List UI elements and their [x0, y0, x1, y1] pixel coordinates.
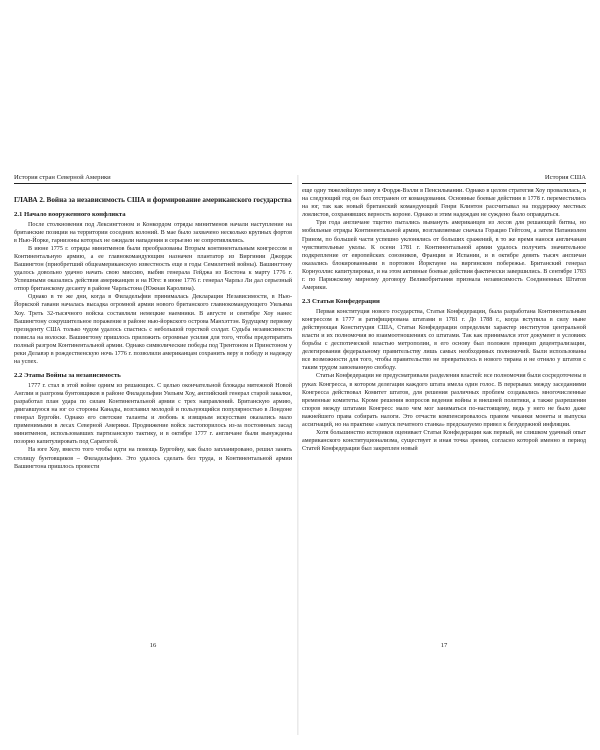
- paragraph: 1777 г. стал в этой войне одним из решающих. С целью окончательной блокады мятежной Новой Англии и разгрома бунтовщиков в районе Филадельфии Уильям Хоу, английский генерал старой закалки, разработал план удара по силам Континентальной армии с трех направлений. Британскую армию, двигавшуюся на юг со стороны Канады, возглавил молодой и пользующийся популярностью в Лондоне генерал Бургойн. Однако его светские таланты и любовь к изящным искусствам оказались мало применимыми в лесах Северной Америки. Продвижение войск застопорилось из-за постоянных засад минитменов, использовавших партизанскую тактику, и в октябре 1777 г. англичане были вынуждены позорно капитулировать под Саратогой.: [14, 382, 292, 446]
- book-gutter: [297, 175, 299, 735]
- section-heading-2-3: 2.3 Статьи Конфедерации: [302, 298, 380, 306]
- paragraph: Однако в те же дни, когда в Филадельфии принималась Декларация Независимости, в Нью-Йоркской гавани началась высадка огромной армии нового британского главнокомандующего Уильяма Хоу. Треть 32-тысячного войска составляли немецкие наемники. В августе и сентябре Хоу нанес Вашингтону сокрушительное поражение в районе нью-йоркского острова Манхэттэн. Будущему первому президенту США только чудом удалось спастись с небольшой горсткой солдат. Судьба независимости повисла на волоске. Вашингтону пришлось приложить огромные усилия для того, чтобы предотвратить полный разгром Континентальной армии. Однако символические победы под Трентоном и Принстоном у реки Делавэр в рождественскую ночь 1776 г. позволили американцам сохранить веру в победу и надежду на успех.: [14, 294, 292, 366]
- right-page-body: [302, 187, 586, 453]
- paragraph: Первая конституция нового государства, Статьи Конфедерации, была разработана Континентальным конгрессом в 1777 и ратифицирована штатами в 1781 г. До 1788 г., когда вступила в силу ныне действующая Конституция США, Статьи Конфедерации определяли характер институтов центральной власти и их полномочия во взаимоотношениях со штатами. Так как принимался этот документ в условиях борьбы с деспотической властью метрополии, в его основу был положен принцип децентрализации, делегирования федеральному правительству лишь самых необходимых полномочий. Были использованы все возможности для того, чтобы правительство не превратилось в нового тирана и не отняло у штатов с таким трудом завоеванную свободу.: [302, 308, 586, 372]
- page-number-right: 17: [440, 642, 448, 649]
- running-head-right: История США: [302, 174, 586, 184]
- running-head-left: История стран Северной Америки: [14, 174, 292, 184]
- paragraph: Статьи Конфедерации не предусматривали разделения властей: все полномочия были сосредоточены в руках Конгресса, в котором делегация каждого штата имела один голос. В перерывах между заседаниями Конгресса действовал Комитет штатов, для решения различных проблем создавались многочисленные временные комитеты. Кроме решения вопросов ведения войны и внешней политики, а также разрешения споров между штатами Конгресс мало чем мог заниматься по-настоящему, ведь у него не было даже важнейшего права собирать налоги. Это отчасти компенсировалось правом чеканки монеты и выпуска ассигнаций, но на практике «запуск печатного станка» предсказуемо привел к безудержной инфляции.: [302, 373, 586, 429]
- paragraph: На юге Хоу, вместо того чтобы идти на помощь Бургойну, как было запланировано, решил занять столицу бунтовщиков – Филадельфию. Это удалось сделать без труда, и Континентальной армии Вашингтона пришлось провести: [14, 447, 292, 470]
- paragraph: После столкновения под Лексингтоном и Конкордом отряды минитменов начали наступление на британские позиции на территории соседних колоний. В мае было захвачено несколько крупных фортов в Нью-Йорке, гарнизоны которых не ожидали нападения и серьезно не сопротивлялись.: [14, 221, 292, 244]
- section-heading-2-2: 2.2 Этапы Войны за независимость: [14, 372, 121, 380]
- paragraph: Хотя большинство историков оценивает Статьи Конфедерации как первый, не слишком удачный опыт американского конституционализма, существует и иная точка зрения, согласно которой именно в период Статей Конфедерации был закреплен новый: [302, 430, 586, 453]
- section-heading-2-1: 2.1 Начало вооруженного конфликта: [14, 211, 126, 218]
- chapter-title: ГЛАВА 2. Война за независимость США и формирование американского государства: [14, 196, 292, 204]
- right-page: [302, 0, 586, 750]
- left-page: [14, 0, 292, 750]
- paragraph: В июне 1775 г. отряды минитменов были преобразованы Вторым континентальным конгрессом в Континентальную армию, а ее главнокомандующим назначен плантатор из Виргинии Джордж Вашингтон (приобретший общеамериканскую известность еще в годы Семилетней войны). Вашингтону удалось довольно удачно начать свою миссию, выбив генерала Гейджа из Бостона к марту 1776 г. Успешными оказались действия американцев и на Юге: в июне 1776 г. генерал Чарльз Ли дал серьезный отпор британскому десанту в районе Чарльстона (Южная Каролина).: [14, 245, 292, 293]
- page-number-left: 16: [149, 642, 157, 649]
- paragraph: Три года англичане тщетно пытались вымануть американцев из лесов для решающей битвы, но мобильные отряды Континентальной армии, возглавляемые сначала Горацио Гейтсом, а затем Натаниэлем Грином, по большей части успешно уклонялись от больших сражений, в то же время нанося англичанам чувствительные уколы. К осени 1781 г. Континентальной армии удалось получить значительное подкрепление от европейских союзников, Франции и Испании, и в октябре девять тысяч англичан оказались блокированными в портовом Йорктауне на виргинском побережье. Британский генерал Корнуоллис капитулировал, и на этом активные боевые действия фактически завершились. В сентябре 1783 г. по Парижскому мирному договору Великобритания признала независимость Соединенных Штатов Америки.: [302, 220, 586, 292]
- paragraph: еще одну тяжелейшую зиму в Фордж-Вэлли в Пенсильвании. Однако в целом стратегия Хоу провалилась, и на следующий год он был отстранен от командования. Основные боевые действия в 1778 г. переместились на юг, так как новый британский командующий Генри Клинтон рассчитывал на поддержку местных лоялистов, сохранявших верность короне. Однако и этим надеждам не суждено было оправдаться.: [302, 188, 586, 219]
- left-page-body: [14, 196, 292, 471]
